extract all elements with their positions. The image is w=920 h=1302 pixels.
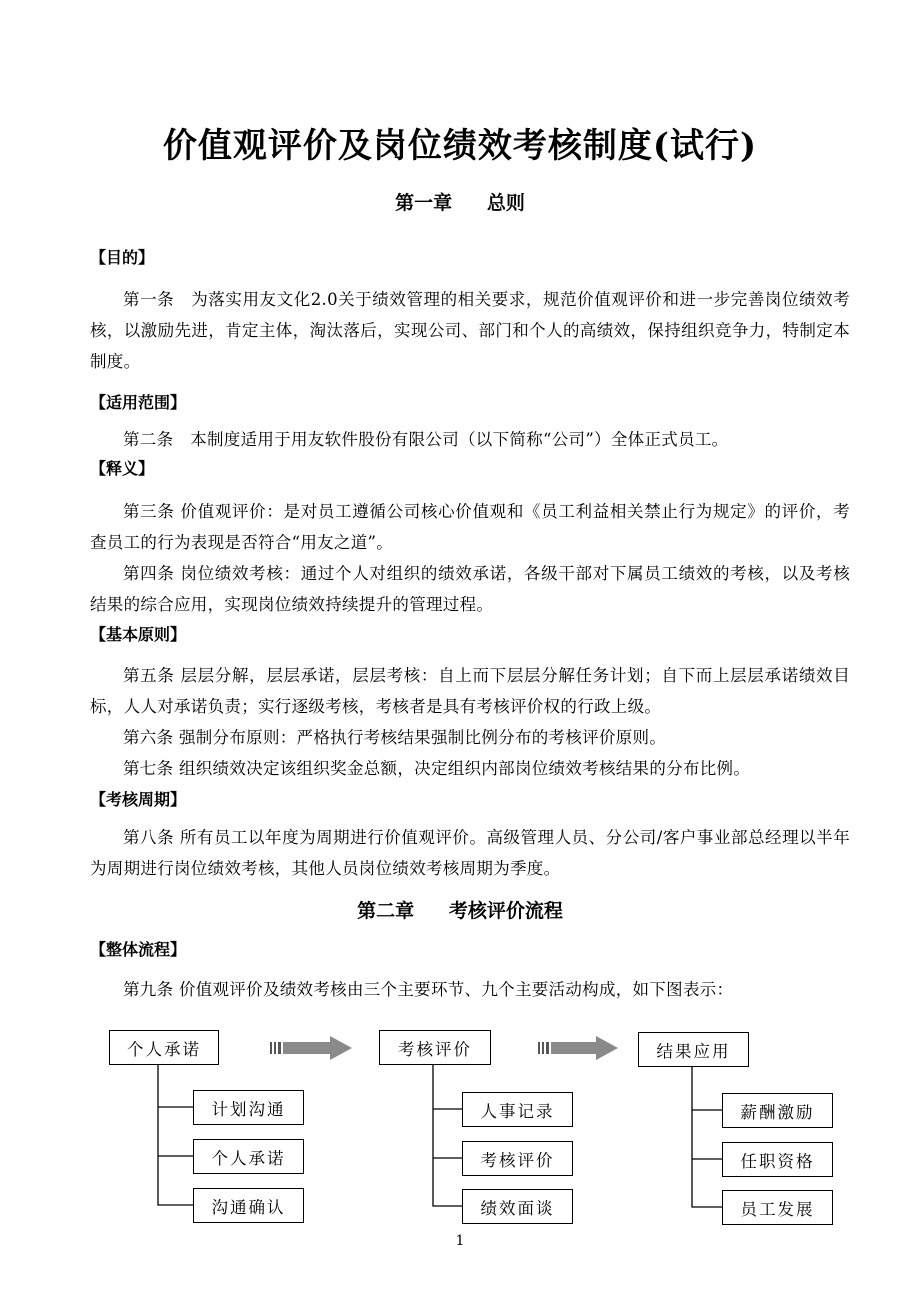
article-5: 第五条 层层分解，层层承诺，层层考核：自上而下层层分解任务计划；自下而上层层承诺绩效目标，人人对承诺负责；实行逐级考核，考核者是具有考核评价权的行政上级。 (90, 666, 850, 716)
article-6: 第六条 强制分布原则：严格执行考核结果强制比例分布的考核评价原则。 (123, 728, 667, 747)
article-7: 第七条 组织绩效决定该组织奖金总额，决定组织内部岗位绩效考核结果的分布比例。 (123, 759, 751, 778)
document-title: 价值观评价及岗位绩效考核制度(试行) (162, 126, 758, 166)
stage-2-box: 考核评价 (379, 1030, 491, 1065)
chapter-2-name: 考核评价流程 (448, 900, 563, 922)
article-4: 第四条 岗位绩效考核：通过个人对组织的绩效承诺，各级干部对下属员工绩效的考核，以及考核结果的综合应用，实现岗位绩效持续提升的管理过程。 (90, 564, 850, 614)
stage-3-bracket-bottom (692, 1065, 722, 1207)
chapter-1-name: 总则 (486, 192, 525, 214)
page-number: 1 (455, 1233, 465, 1249)
stage-1-activity-1: 计划沟通 (193, 1090, 304, 1125)
article-9: 第九条 价值观评价及绩效考核由三个主要环节、九个主要活动构成，如下图表示： (123, 980, 734, 999)
stage-2-activity-1: 人事记录 (462, 1092, 573, 1127)
chapter-2-label: 第二章 (357, 900, 415, 922)
section-principles: 【基本原则】 (90, 625, 187, 644)
chapter-1-label: 第一章 (395, 192, 453, 214)
section-scope: 【适用范围】 (90, 393, 187, 412)
stage-2-activity-3: 绩效面谈 (462, 1189, 573, 1224)
section-definitions: 【释义】 (90, 459, 155, 478)
article-8: 第八条 所有员工以年度为周期进行价值观评价。高级管理人员、分公司/客户事业部总经理以半年为周期进行岗位绩效考核，其他人员岗位绩效考核周期为季度。 (90, 828, 850, 878)
flow-arrow-2-icon (538, 1036, 618, 1060)
stage-1-activity-3: 沟通确认 (193, 1188, 304, 1223)
flow-arrow-1-icon (270, 1036, 352, 1060)
stage-2-bracket-bottom (433, 1065, 462, 1206)
stage-3-activity-3: 员工发展 (722, 1190, 833, 1225)
stage-1-box: 个人承诺 (109, 1030, 219, 1065)
article-2: 第二条 本制度适用于用友软件股份有限公司（以下简称“公司”）全体正式员工。 (123, 430, 729, 449)
stage-3-activity-2: 任职资格 (722, 1142, 833, 1177)
section-purpose: 【目的】 (90, 248, 155, 267)
section-cycle: 【考核周期】 (90, 790, 187, 809)
article-3: 第三条 价值观评价：是对员工遵循公司核心价值观和《员工利益相关禁止行为规定》的评价，考查员工的行为表现是否符合“用友之道”。 (90, 502, 850, 552)
stage-1-activity-2: 个人承诺 (193, 1139, 304, 1174)
stage-3-activity-1: 薪酬激励 (722, 1093, 833, 1128)
stage-3-box: 结果应用 (638, 1032, 749, 1067)
stage-1-bracket-bottom (158, 1065, 193, 1205)
section-overall-flow: 【整体流程】 (90, 940, 187, 959)
stage-2-activity-2: 考核评价 (462, 1141, 573, 1176)
article-1: 第一条 为落实用友文化2.0关于绩效管理的相关要求，规范价值观评价和进一步完善岗位绩效考核，以激励先进，肯定主体，淘汰落后，实现公司、部门和个人的高绩效，保持组织竞争力，特制定本制度。 (90, 290, 850, 371)
